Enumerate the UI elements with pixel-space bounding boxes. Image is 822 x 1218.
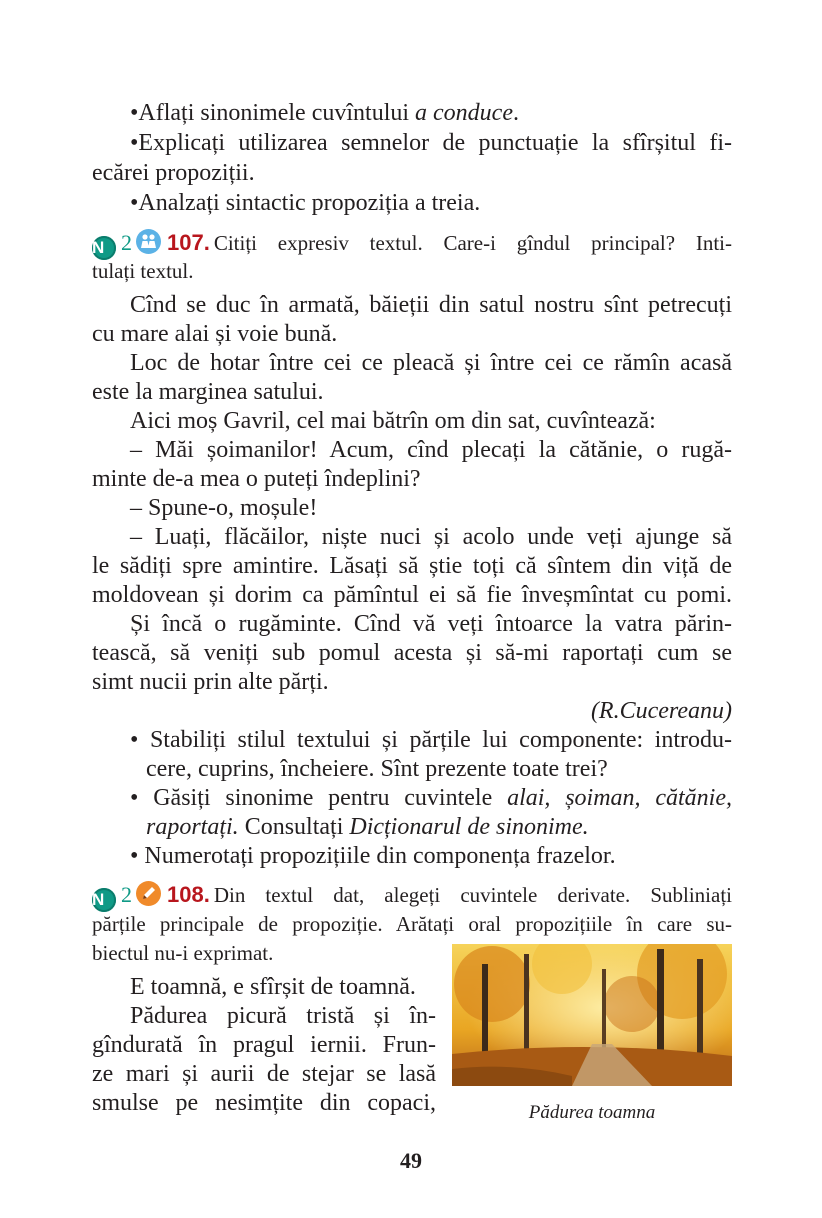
- autumn-forest-photo: [452, 944, 732, 1086]
- story-line: minte de-a mea o puteți îndeplini?: [92, 466, 421, 492]
- story-line: simt nucii prin alte părți.: [92, 669, 329, 695]
- story-line: este la marginea satului.: [92, 379, 324, 405]
- group-icon: [136, 229, 161, 254]
- story-line: Aici moș Gavril, cel mai bătrîn om din sat, cuvîntează:: [130, 408, 656, 434]
- level-badge: N: [92, 236, 116, 260]
- bullet-punctuation-cont: ecărei propoziții.: [92, 160, 255, 186]
- task-bullet-numbering: • Numerotați propozițiile din componența frazelor.: [130, 843, 616, 869]
- story-line: moldovean și dorim ca pămîntul ei să fie înveșmîntat cu pomi.: [92, 582, 732, 608]
- pencil-icon: [136, 881, 161, 906]
- bullet-synonyms: •Aflați sinonimele cuvîntului a conduce.: [130, 100, 519, 126]
- level-number: 2: [121, 230, 132, 255]
- autumn-line: smulse pe nesimțite din copaci,: [92, 1090, 436, 1116]
- bullet-punctuation: •Explicați utilizarea semnelor de punctuație la sfîrșitul fi-: [130, 130, 732, 156]
- level-badge: N: [92, 888, 116, 912]
- task-bullet-style-cont: cere, cuprins, încheiere. Sînt prezente toate trei?: [146, 756, 608, 782]
- page-number: 49: [400, 1148, 422, 1173]
- story-line: le sădiți spre amintire. Lăsați să știe toți că sîntem din viță de: [92, 553, 732, 579]
- level-number: 2: [121, 882, 132, 907]
- autumn-line: E toamnă, e sfîrșit de toamnă.: [130, 974, 416, 1000]
- task-bullet-synonyms: • Găsiți sinonime pentru cuvintele alai, șoiman, cătănie,: [130, 785, 732, 811]
- story-line: cu mare alai și voie bună.: [92, 321, 338, 347]
- story-line: Și încă o rugăminte. Cînd vă veți întoarce la vatra părin-: [130, 611, 732, 637]
- story-line: Loc de hotar între cei ce pleacă și între cei ce rămîn acasă: [130, 350, 732, 376]
- task-bullet-synonyms-cont: raportați. Consultați Dicționarul de sinonime.: [146, 814, 589, 840]
- author-attribution: (R.Cucereanu): [590, 698, 732, 724]
- autumn-line: ze mari și aurii de stejar se lasă: [92, 1061, 436, 1087]
- bullet-analysis: •Analzați sintactic propoziția a treia.: [130, 190, 481, 216]
- autumn-line: Pădurea picură tristă și în-: [130, 1003, 436, 1029]
- task-108-cont: părțile principale de propoziție. Arătați oral propozițiile în care su-: [92, 912, 732, 936]
- photo-caption: Pădurea toamna: [528, 1102, 656, 1123]
- autumn-line: gîndurată în pragul iernii. Frun-: [92, 1032, 436, 1058]
- task-bullet-style: • Stabiliți stilul textului și părțile lui componente: introdu-: [130, 727, 732, 753]
- story-line: – Luați, flăcăilor, niște nuci și acolo unde veți ajunge să: [130, 524, 732, 550]
- task-108-header: [92, 880, 732, 912]
- task-instruction: Din textul dat, alegeți cuvintele derivate. Subliniați: [213, 883, 732, 907]
- task-number: 108.: [167, 882, 210, 907]
- task-108-cont2: biectul nu-i exprimat.: [92, 941, 274, 965]
- story-line: – Spune-o, moșule!: [130, 495, 318, 521]
- story-line: Cînd se duc în armată, băieții din satul nostru sînt petrecuți: [130, 292, 732, 318]
- task-instruction: Citiți expresiv textul. Care-i gîndul principal? Inti-: [213, 231, 732, 255]
- task-107-cont: tulați textul.: [92, 259, 194, 283]
- task-number: 107.: [167, 230, 210, 255]
- story-line: – Măi șoimanilor! Acum, cînd plecați la cătănie, o rugă-: [130, 437, 732, 463]
- story-line: tească, să veniți sub pomul acesta și să-mi raportați cum se: [92, 640, 732, 666]
